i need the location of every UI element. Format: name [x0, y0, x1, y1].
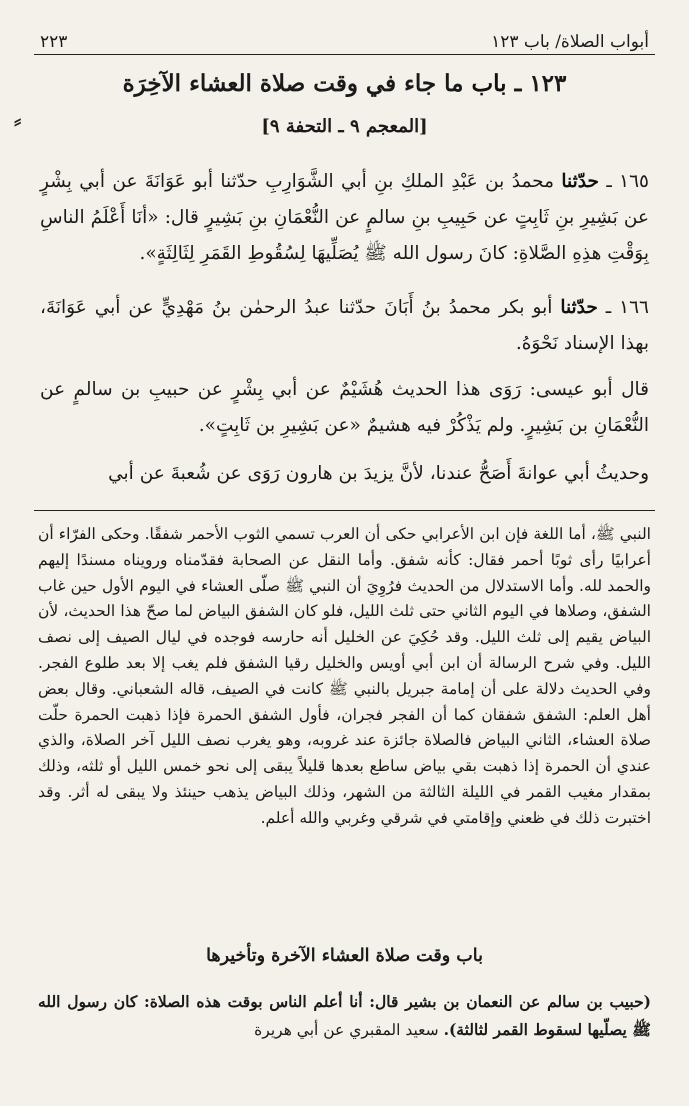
hadith-165 — [40, 164, 649, 272]
hadith-166 — [40, 290, 649, 362]
hadith-165-text: محمدُ بن عَبْدِ الملكِ بنِ أبي الشَّوَارِبِ حدّثنا أبو عَوَانَةَ عن أبي بِشْرٍ عن بَشِيرِ بنِ ثَابِتٍ عن حَبِيبِ بنِ سالمٍ عن النُّعْمَانِ بنِ بَشِيرٍ قال: «أنَا أَعْلَمُ الناسِ بِوَقْتِ هذِهِ الصَّلاةِ: كانَ رسول الله ﷺ يُصَلِّيهَا لِسُقُوطِ القَمَرِ لِثَالِثَةٍ». — [40, 171, 649, 264]
commentary-paragraph-1: قال أبو عيسى: رَوَى هذا الحديث هُشَيْمٌ عن أبي بِشْرٍ عن حبيبِ بن سالمٍ عن النُّعْمَانِ بن بَشِيرٍ. ولم يَذْكُرْ فيه هشيمٌ «عن بَشِيرِ بن ثَابِتٍ». — [40, 379, 649, 436]
chapter-title-text: ما جاء في وقت صلاة العشاء الآخِرَة — [122, 70, 464, 97]
chapter-reference: [المعجم ٩ ـ التحفة ٩] — [261, 116, 428, 137]
chapter-keyword: باب — [471, 70, 507, 97]
chapter-heading — [34, 70, 655, 97]
hadith-166-text: أبو بكر محمدُ بنُ أَبَانَ حدّثنا عبدُ الرحمٰن بنُ مَهْدِيٍّ عن أبي عَوَانَةَ، بهذا الإسناد نَحْوَهُ. — [40, 297, 649, 354]
hadith-166-keyword: حدّثنا — [560, 297, 598, 318]
footnote-text: النبي ﷺ، أما اللغة فإن ابن الأعرابي حكى أن العرب تسمي الثوب الأحمر شفقًا. وحكى الفرّاء أن أعرابيًا رأى ثوبًا أحمر فقال: كأنه شفق. وأما النقل عن الصحابة فقدّمناه ورويناه مسندًا إليهم والحمد لله. وأما الاستدلال من الحديث فرُوِيَ أن النبي ﷺ صلّى العشاء في اليوم الأول حين غاب الشفق، وصلاها في اليوم الثاني حتى ثلث الليل، فلو كان الشفق البياض لما صحّ هذا الحديث، لأن البياض يقيم إلى ثلث الليل. وقد حُكِيَ عن الخليل أنه حارسه فوجده في ليال الصيف إلى نصف الليل. وفي شرح الرسالة أن ابن أبي أويس والخليل رقيا الشفق فلم يغب إلا بعد طلوع الفجر. وفي الحديث دلالة على أن إمامة جبريل بالنبي ﷺ كانت في الصيف، قاله الشعباني. وقال بعض أهل العلم: الشفق شفقان كما أن الفجر فجران، فأول الشفق الحمرة فإذا ذهبت الحمرة حلّت صلاة العشاء، الثاني البياض فالصلاة جائزة عند غروبه، وهو يغرب نصف الليل آخر الصلاة، والذي عندي أن الحمرة إذا ذهبت بقي بياض ساطع بعدها قليلاً يبقى إلى نحو خمس الليل أو ثلثه، وذلك بمقدار مغيب القمر في الليلة الثالثة من الشهر، وذلك البياض يذهب حينئذ ولا يبقى له أثر. وقد اختبرت ذلك في ظعني وإقامتي في شرقي وغربي والله أعلم. — [38, 525, 651, 827]
commentary-paragraph-2: وحديثُ أبي عوانةَ أَصَحُّ عندنا، لأنَّ يزيدَ بن هارون رَوَى عن شُعبةَ عن أبي — [108, 463, 649, 484]
running-head-section: أبواب الصلاة/ باب ١٢٣ — [491, 32, 649, 52]
footnote-2-text: سعيد المقبري عن أبي هريرة — [254, 1021, 439, 1039]
footnote-2-quoted: (حبيب بن سالم عن النعمان بن بشير قال: أنا أعلم الناس بوقت هذه الصلاة: كان رسول الله ﷺ يصلّيها لسقوط القمر لثالثة). — [38, 992, 651, 1039]
hadith-165-keyword: حدّثنا — [561, 171, 599, 192]
footnote-2 — [38, 988, 651, 1044]
chapter-number: ١٢٣ ـ — [514, 70, 567, 97]
margin-mark: ⸗ — [14, 108, 22, 134]
footnote-rule — [34, 510, 655, 511]
page-number: ٢٢٣ — [40, 32, 68, 52]
book-page — [14, 0, 655, 1106]
footnote-subheading: باب وقت صلاة العشاء الآخرة وتأخيرها — [206, 946, 483, 966]
running-head — [34, 24, 655, 52]
hadith-165-number: ١٦٥ ـ — [606, 171, 649, 192]
header-rule — [34, 54, 655, 55]
hadith-166-number: ١٦٦ ـ — [605, 297, 649, 318]
